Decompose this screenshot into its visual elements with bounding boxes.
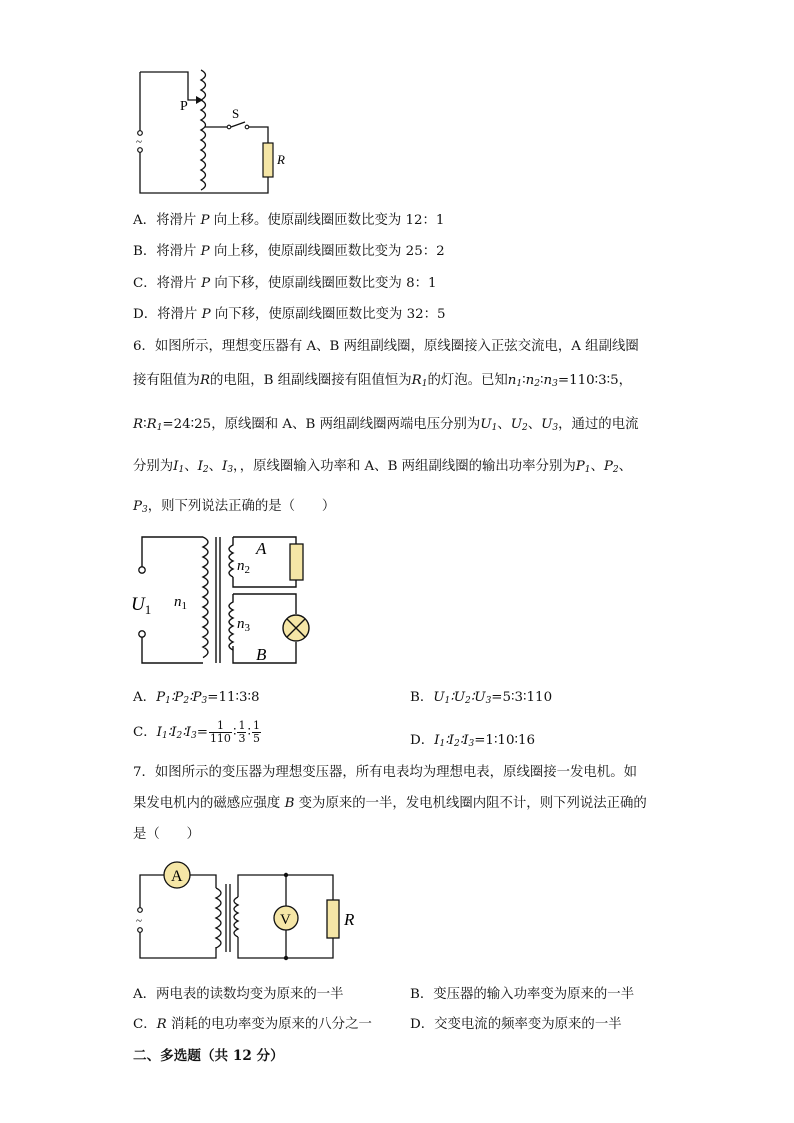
q6-line2-c: 的灯泡。已知 <box>427 373 508 388</box>
q6-var-r1: $R_1$ <box>411 373 428 389</box>
q5-option-c-var: P <box>201 276 211 291</box>
q6-label-n3: $n_3$ <box>237 616 250 634</box>
q5-label-s: S <box>232 106 240 121</box>
q6-var-i3: $I_3$ <box>222 459 234 475</box>
q6-option-c-vars: $I_1∶I_2∶I_3$ <box>156 725 197 741</box>
q6-option-c-frac-1: $\frac{1}{110}$ <box>209 719 231 745</box>
section-title: 二、多选题（共 12 分） <box>133 1048 284 1064</box>
q6-sep-4: 、 <box>208 459 223 474</box>
q7-label-r: R <box>344 910 355 929</box>
q7-line2-var: B <box>284 796 295 811</box>
q7-voltmeter-label: V <box>280 912 291 928</box>
q6-stem-line-2: 接有阻值为R的电阻，B 组副线圈接有阻值恒为$R_1$的灯泡。已知$n_1∶n_2∶n_3=110∶3∶5$， <box>133 373 633 389</box>
q6-var-i2: $I_2$ <box>197 459 209 475</box>
q6-option-b-vars: $U_1∶U_2∶U_3$ <box>433 690 492 706</box>
q6-var-p3: $P_3$ <box>133 499 148 515</box>
q6-label-n1: $n_1$ <box>174 594 187 612</box>
q6-sep-6: 、 <box>618 459 633 474</box>
q6-option-c[interactable]: C．$I_1∶I_2∶I_3=$ $\frac{1}{110}$ ∶ $\frac{1}{3}$ ∶ $\frac{1}{5}$ <box>133 719 260 745</box>
q7-option-c-letter: C． <box>133 1017 157 1032</box>
q6-sep-5: 、 <box>590 459 604 474</box>
q7-line2-a: 果发电机内的磁感应强度 <box>133 796 285 811</box>
q6-label-u1: $U_1$ <box>131 594 152 617</box>
q6-sep-3: 、 <box>184 459 198 474</box>
q7-option-b[interactable]: B．变压器的输入功率变为原来的一半 <box>410 987 635 1002</box>
q6-option-c-frac-2: $\frac{1}{3}$ <box>238 719 246 745</box>
q6-line4-a: 分别为 <box>133 459 174 474</box>
q6-stem-line-3: $R∶R_1=24∶25$，原线圈和 A、B 两组副线圈两端电压分别为$U_1$、$U_2$、$U_3$，通过的电流 <box>133 417 639 433</box>
q7-option-d[interactable]: D．交变电流的频率变为原来的一半 <box>410 1017 622 1032</box>
q5-option-d-letter: D． <box>133 307 158 322</box>
q6-option-b-letter: B． <box>410 690 434 705</box>
q5-option-d-text-b: 向下移，使原副线圈匝数比变为 32：5 <box>210 307 446 322</box>
q6-var-i1: $I_1$ <box>173 459 185 475</box>
q6-line3-c: ，通过的电流 <box>558 417 639 432</box>
q6-line2-b: 的电阻，B 组副线圈接有阻值恒为 <box>210 373 412 388</box>
q6-option-a-vars: $P_1∶P_2∶P_3$ <box>156 690 208 706</box>
q7-stem-line-3: 是（ ） <box>133 827 200 842</box>
q6-stem-line-1: 6．如图所示，理想变压器有 A、B 两组副线圈，原线圈接入正弦交流电，A 组副线圈 <box>133 339 639 354</box>
q5-label-r: R <box>277 152 285 167</box>
q6-label-a: A <box>256 539 267 558</box>
q5-option-a-var: P <box>200 213 210 228</box>
q6-option-c-frac-3: $\frac{1}{5}$ <box>252 719 260 745</box>
q6-var-n3: $n_3$ <box>543 373 558 389</box>
q7-option-a[interactable]: A．两电表的读数均变为原来的一半 <box>133 987 344 1002</box>
q5-source-symbol: ~ <box>136 136 142 148</box>
q6-option-d-vars: $I_1∶I_2∶I_3$ <box>434 733 475 749</box>
q5-option-a-letter: A． <box>133 213 157 228</box>
q6-sep-2: 、 <box>527 417 542 432</box>
q6-ratio-n: =110∶3∶5， <box>557 373 633 388</box>
q6-line2-a: 接有阻值为 <box>133 373 200 388</box>
q6-var-r-b: R <box>133 417 144 432</box>
q6-option-a-value: =11∶3∶8 <box>207 690 260 705</box>
q6-var-u2: $U_2$ <box>510 417 528 433</box>
q6-var-u1: $U_1$ <box>480 417 498 433</box>
q6-option-a-letter: A． <box>133 690 157 705</box>
q6-line5-b: ，则下列说法正确的是（ ） <box>147 499 336 514</box>
q7-ammeter-label: A <box>171 868 183 885</box>
q5-option-b-text-b: 向上移，使原副线圈匝数比变为 25：2 <box>209 244 445 259</box>
q5-option-d-var: P <box>201 307 211 322</box>
q6-sep-1: 、 <box>497 417 511 432</box>
q5-option-c-text-b: 向下移，使原副线圈匝数比变为 8：1 <box>210 276 437 291</box>
q5-label-p: P <box>180 99 188 114</box>
q5-option-c-letter: C． <box>133 276 157 291</box>
q5-option-b-letter: B． <box>133 244 157 259</box>
q6-line3-b: =24∶25，原线圈和 A、B 两组副线圈两端电压分别为 <box>162 417 481 432</box>
q5-option-d-text-a: 将滑片 <box>157 307 202 322</box>
q6-option-b-value: =5∶3∶110 <box>491 690 553 705</box>
q6-option-c-letter: C． <box>133 725 157 740</box>
q6-option-d-value: =1∶10∶16 <box>474 733 535 748</box>
q5-option-a-text-b: 向上移。使原副线圈匝数比变为 12：1 <box>209 213 445 228</box>
q5-option-b-text-a: 将滑片 <box>156 244 201 259</box>
q6-var-p2: $P_2$ <box>603 459 619 475</box>
q5-option-c-text-a: 将滑片 <box>156 276 202 291</box>
q6-line4-b: ，，原线圈输入功率和 A、B 两组副线圈的输出功率分别为 <box>233 459 576 474</box>
q7-option-c-var: R <box>156 1017 167 1032</box>
q5-option-a-text-a: 将滑片 <box>156 213 201 228</box>
q6-var-n1: $n_1$ <box>507 373 523 389</box>
q6-var-u3: $U_3$ <box>541 417 559 433</box>
q7-option-c[interactable] <box>133 1013 372 1032</box>
q6-var-r1-b: $R_1$ <box>146 417 163 433</box>
q6-label-n2: $n_2$ <box>237 558 250 576</box>
q6-var-n2: $n_2$ <box>525 373 541 389</box>
q7-source-symbol: ~ <box>136 915 142 927</box>
q5-option-b-var: P <box>200 244 210 259</box>
q6-label-b: B <box>256 645 267 664</box>
q7-stem-line-1: 7．如图所示的变压器为理想变压器，所有电表均为理想电表，原线圈接一发电机。如 <box>133 765 637 780</box>
q6-var-r: R <box>199 373 211 388</box>
q6-option-d-letter: D． <box>410 733 435 748</box>
q7-option-c-text: 消耗的电功率变为原来的八分之一 <box>166 1017 372 1032</box>
q6-var-p1: $P_1$ <box>575 459 591 475</box>
q7-line2-b: 变为原来的一半，发电机线圈内阻不计，则下列说法正确的 <box>294 796 647 811</box>
